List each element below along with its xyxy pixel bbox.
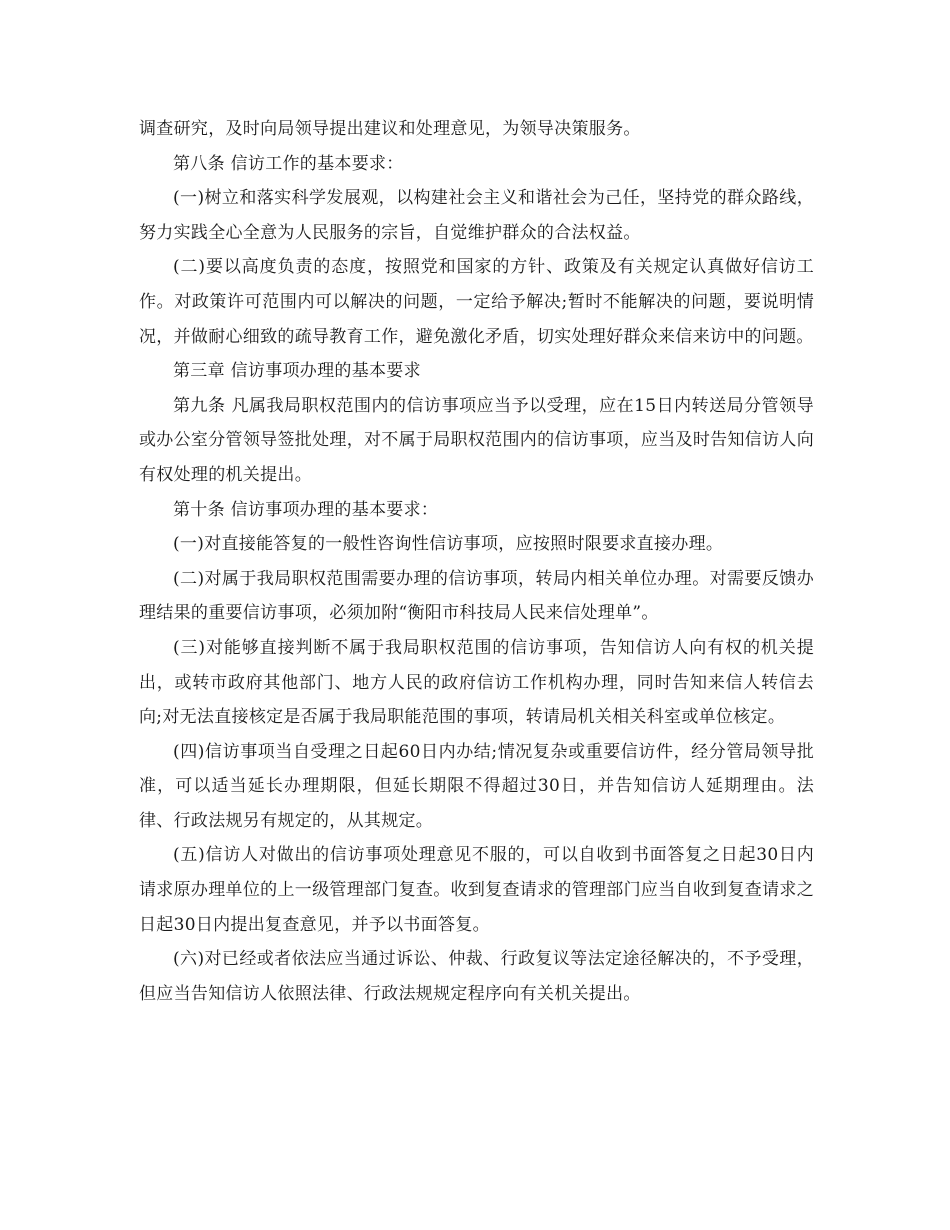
article-10-item-1: (一)对直接能答复的一般性咨询性信访事项，应按照时限要求直接办理。: [173, 534, 724, 555]
paragraph-continuation: 调查研究，及时向局领导提出建议和处理意见，为领导决策服务。: [139, 119, 641, 139]
article-9: 第九条 凡属我局职权范围内的信访事项应当予以受理，应在15日内转送局分管领导或办公室分管领导签批处理，对不属于局职权范围内的信访事项，应当及时告知信访人向有权处理的机关提出。: [139, 395, 814, 485]
article-10-item-6: (六)对已经或者依法应当通过诉讼、仲裁、行政复议等法定途径解决的，不予受理，但应当告知信访人依照法律、行政法规规定程序向有关机关提出。: [139, 949, 814, 1004]
article-10-item-4: (四)信访事项当自受理之日起60日内办结;情况复杂或重要信访件，经分管局领导批准，可以适当延长办理期限，但延长期限不得超过30日，并告知信访人延期理由。法律、行政法规另有规定的，从其规定。: [139, 741, 814, 831]
chapter-3-heading: 第三章 信访事项办理的基本要求: [173, 361, 421, 382]
article-8-item-2: (二)要以高度负责的态度，按照党和国家的方针、政策及有关规定认真做好信访工作。对政策许可范围内可以解决的问题，一定给予解决;暂时不能解决的问题，要说明情况，并做耐心细致的疏导教育工作，避免激化矛盾，切实处理好群众来信来访中的问题。: [139, 257, 814, 347]
article-10-item-3: (三)对能够直接判断不属于我局职权范围的信访事项，告知信访人向有权的机关提出，或转市政府其他部门、地方人民的政府信访工作机构办理，同时告知来信人转信去向;对无法直接核定是否属于我局职能范围的事项，转请局机关相关科室或单位核定。: [139, 637, 814, 728]
article-10-heading: 第十条 信访事项办理的基本要求：: [173, 499, 439, 520]
document-body: [139, 112, 814, 1011]
article-10-item-5: (五)信访人对做出的信访事项处理意见不服的，可以自收到书面答复之日起30日内请求原办理单位的上一级管理部门复查。收到复查请求的管理部门应当自收到复查请求之日起30日内提出复查意见，并予以书面答复。: [139, 845, 814, 935]
article-10-item-2: (二)对属于我局职权范围需要办理的信访事项，转局内相关单位办理。对需要反馈办理结果的重要信访事项，必须加附“衡阳市科技局人民来信处理单”。: [139, 568, 814, 624]
article-8-heading: 第八条 信访工作的基本要求：: [173, 153, 404, 174]
article-8-item-1: (一)树立和落实科学发展观，以构建社会主义和谐社会为己任，坚持党的群众路线，努力实践全心全意为人民服务的宗旨，自觉维护群众的合法权益。: [139, 188, 814, 243]
